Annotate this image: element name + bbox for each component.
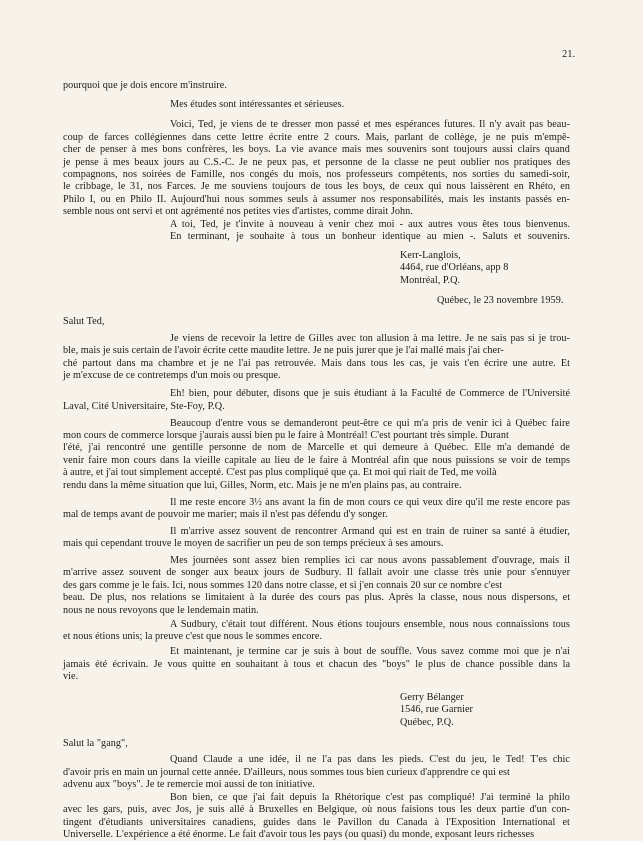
- text-line: Il m'arrive assez souvent de rencontrer Armand qui est en train de ruiner sa santé à étudier,: [170, 525, 570, 537]
- text-line: coup de farces collégiennes dans cette lettre écrite entre 2 cours. Mais, parlant de collège, je ne puis m'empê-: [63, 131, 570, 143]
- text-line: Voici, Ted, je viens de te dresser mon passé et mes espérances futures. Il n'y avait pas beau-: [170, 119, 570, 131]
- text-line: Eh! bien, pour débuter, disons que je suis étudiant à la Faculté de Commerce de l'Université: [170, 388, 571, 400]
- text-line: 1546, rue Garnier: [400, 704, 473, 716]
- text-line: tingent d'étudiants universitaires canadiens, guides dans le Pavillon du Canada à l'Exposition International et: [63, 816, 570, 828]
- text-line: advenu aux "boys". Je te remercie moi aussi de ton initiative.: [63, 779, 315, 791]
- text-line: Universelle. L'expérience a été énorme. Le fait d'avoir tous les pays (ou quasi) du monde, exposant leurs richesses: [63, 829, 535, 840]
- text-line: compagnons, nos soirées de Famille, nos congés du mois, nos professeurs compétents, nos sorties du samedi-soir,: [63, 168, 571, 180]
- text-line: Salut la "gang",: [63, 737, 128, 749]
- text-line: Québec, le 23 novembre 1959.: [437, 295, 564, 307]
- text-line: Gerry Bélanger: [400, 691, 464, 703]
- text-line: pourquoi que je dois encore m'instruire.: [63, 80, 227, 91]
- text-line: à autre, et j'ai tout simplement accepté. C'est pas plus compliqué que ça. Et moi qui riait de Ted, me voilà: [63, 467, 497, 479]
- text-line: beau. De plus, nos relations se limitaient à la durée des cours pas plus. Après la classe, nous nous dispersons, et: [63, 592, 571, 604]
- text-line: A toi, Ted, je t'invite à nouveau à venir chez moi - aux autres vous êtes tous bienvenus.: [170, 218, 571, 230]
- text-line: Kerr-Langlois,: [400, 249, 461, 261]
- text-line: 4464, rue d'Orléans, app 8: [400, 262, 509, 274]
- text-line: Et maintenant, je termine car je suis à bout de souffle. Vous savez comme moi que je n'ai: [170, 646, 570, 658]
- text-line: m'arrive assez souvent de songer aux beaux jours de Sudbury. Il fallait avoir une classe très unie pour s'ennuyer: [63, 567, 571, 579]
- text-line: avec les gars, puis, avec Jos, je suis allé à Bruxelles en Belgique, où nous faisions tous les deux partie d'un con-: [63, 804, 570, 816]
- text-line: le cribbage, le 31, nos Farces. Je me souviens toujours de tous les boys, de ceux qui nous laissèrent en Rhéto, en: [63, 181, 571, 193]
- text-line: nous ne nous revoyons que le lendemain matin.: [63, 604, 259, 616]
- text-line: Je viens de recevoir la lettre de Gilles avec ton allusion à ma lettre. Je ne sais pas si je trou-: [170, 332, 570, 344]
- text-line: Il me reste encore 3½ ans avant la fin de mon cours ce qui veux dire qu'il me reste encore pas: [170, 496, 570, 508]
- text-line: jamais été écrivain. Je vous quitte en souhaitant à tous et chacun des "boys" le plus de chance possible dans la: [63, 658, 571, 670]
- text-line: Laval, Cité Universitaire, Ste-Foy, P.Q.: [63, 400, 225, 412]
- text-line: Bon bien, ce que j'ai fait depuis la Rhétorique c'est pas compliqué! J'ai terminé la philo: [170, 791, 570, 803]
- text-line: vie.: [63, 671, 79, 683]
- text-line: l'été, j'ai rencontré une gentille personne de nom de Marcelle et qui demeure à Québec. Elle m'a demandé de: [63, 442, 570, 454]
- text-line: mon cours de commerce lorsque j'aurais aussi bien pu le faire à Montréal! C'est pourtant très simple. Durant: [63, 430, 509, 441]
- text-line: je m'excuse de ce contretemps d'un mois ou presque.: [63, 370, 281, 382]
- text-line: et nous étions unis; la preuve c'est que nous le sommes encore.: [63, 631, 323, 643]
- text-line: venir faire mon cours dans la vieille capitale au lieu de le faire à Montréal afin que nous puissions se voir de temps: [63, 454, 571, 466]
- text-line: Québec, P.Q.: [400, 716, 454, 728]
- text-line: rendu dans la même situation que lui, Gilles, Norm, etc. Mais je ne m'en plains pas, au contraire.: [63, 479, 462, 491]
- text-line: mal de temps avant de pouvoir me marier; mais il n'est pas défendu d'y songer.: [63, 509, 388, 520]
- text-line: En terminant, je souhaite à tous un bonheur identique au mien -. Saluts et souvenirs.: [170, 231, 570, 243]
- text-line: je pense à mes beaux jours au C.S.-C. Je ne peux pas, et personne de la classe ne peut oublier nos pratiques des: [63, 156, 571, 168]
- text-line: A Sudbury, c'était tout différent. Nous étions toujours ensemble, nous nous connaissions tous: [170, 618, 570, 630]
- text-line: Montréal, P.Q.: [400, 274, 461, 286]
- text-line: mais qui cependant trouve le moyen de sacrifier un peu de son temps précieux à ses amours.: [63, 538, 444, 549]
- text-line: Beaucoup d'entre vous se demanderont peut-être ce qui m'a pris de venir ici à Québec faire: [170, 417, 570, 429]
- text-line: Quand Claude a une idée, il ne l'a pas dans les pieds. C'est du jeu, le Ted! T'es chic: [170, 754, 570, 766]
- text-line: d'avoir pris en main un journal cette année. D'ailleurs, nous sommes tous bien curieux d'apprendre ce qui est: [63, 766, 510, 778]
- text-line: des gars comme je le fais. Ici, nous sommes 120 dans notre classe, et si j'en connais 20 sur ce nombre c'est: [63, 579, 503, 591]
- text-line: Philo I, ou en Philo II. Aujourd'hui nous sommes seuls à assumer nos responsabilités, mais les instants passés en-: [63, 193, 570, 205]
- text-line: ché partout dans ma chambre et je ne l'ai pas retrouvée. Mais dans tous les cas, je vais t'en écrire une autre. Et: [63, 357, 570, 369]
- text-line: semble nous ont servi et ont agrémenté nos petites vies d'artistes, comme dirait John.: [63, 206, 413, 218]
- text-line: ble, mais je suis certain de l'avoir écrite cette maudite lettre. Je ne puis jurer que je l'ai mallé mais j'ai cher-: [63, 345, 504, 357]
- text-line: Mes journées sont assez bien remplies ici car nous avons passablement d'ouvrage, mais il: [170, 554, 570, 566]
- text-line: Salut Ted,: [63, 316, 105, 328]
- text-line: Mes études sont intéressantes et sérieuses.: [170, 99, 345, 111]
- text-line: cher de penser à mes bons confrères, les boys. La vie avance mais mes souvenirs sont toujours aussi clairs quand: [63, 144, 570, 155]
- page-number: 21.: [562, 49, 576, 60]
